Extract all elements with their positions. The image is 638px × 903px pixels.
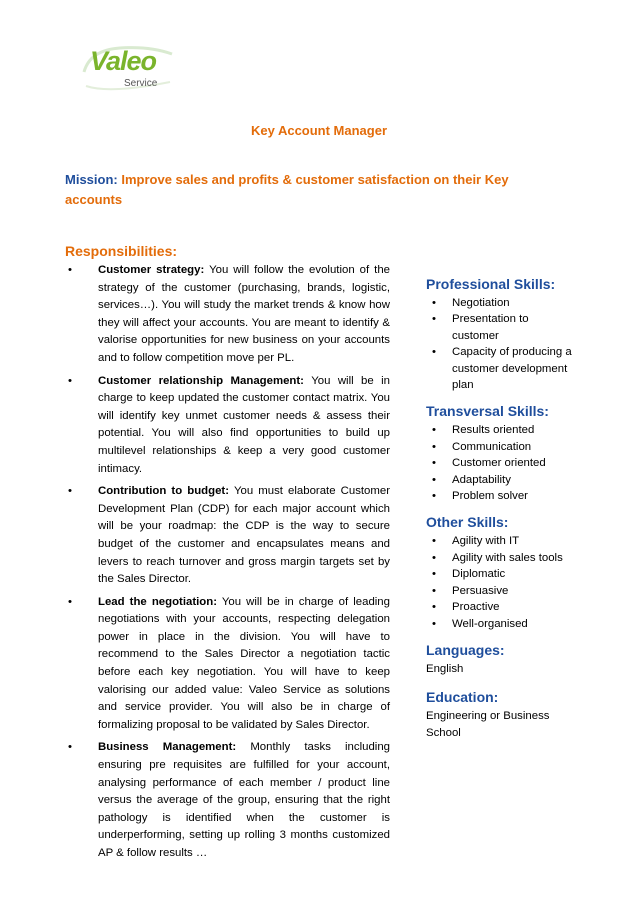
item-title: Business Management: <box>98 741 237 754</box>
mission-label: Mission: <box>65 172 118 187</box>
other-skills-heading: Other Skills: <box>426 514 509 531</box>
skill-label: Problem solver <box>452 490 528 503</box>
list-item <box>426 616 576 632</box>
mission <box>65 170 565 210</box>
bullet-icon: • <box>68 264 72 276</box>
other-skills-list <box>426 533 576 631</box>
list-item <box>426 599 576 615</box>
languages-text: English <box>426 662 464 675</box>
list-item <box>65 262 390 368</box>
list-item <box>426 455 576 471</box>
bullet-icon: • <box>432 535 436 548</box>
bullet-icon: • <box>432 473 436 486</box>
bullet-icon: • <box>432 584 436 597</box>
item-text: You will be in charge of leading negotiations with your accounts, respecting delegation power in place in the division. You will have to recommend to the Sales Director a negotiation tactic before each key negotiation. You will have to keep valorising our added value: Valeo Service as solutions and service provider. You will also be in charge of formalizing proposal to be validated by Sales Director. <box>98 595 390 731</box>
skill-label: Proactive <box>452 601 500 614</box>
responsibilities-heading: Responsibilities: <box>65 243 178 259</box>
bullet-icon: • <box>432 457 436 470</box>
item-title: Lead the negotiation: <box>98 595 217 608</box>
item-title: Customer strategy: <box>98 264 205 276</box>
list-item <box>426 488 576 504</box>
item-text: You will follow the evolution of the strategy of the customer (purchasing, brands, logistic, services…). You will study the market trends & know how they will affect your accounts. You are meant to identify & valorise opportunities for new business on your accounts and to follow competition move per PL. <box>98 264 390 364</box>
item-text: Monthly tasks including ensuring pre requisites are fulfilled for your account, analysing performance of each member / product line versus the average of the group, ensuring that the right pathology is identified when the customer is underperforming, setting up rolling 3 months customized AP & follow results … <box>98 741 390 859</box>
valeo-service-logo <box>78 40 178 98</box>
item-text: You will be in charge to keep updated the customer contact matrix. You will identify key unmet customer needs & assess their potential. You will also find opportunities to build up multilevel relationships & keep a very good customer intimacy. <box>98 374 390 475</box>
bullet-icon: • <box>68 595 72 608</box>
list-item <box>426 344 576 393</box>
list-item <box>426 311 576 344</box>
transversal-skills-list <box>426 422 576 504</box>
transversal-skills-heading: Transversal Skills: <box>426 403 549 420</box>
bullet-icon: • <box>432 440 436 453</box>
bullet-icon: • <box>432 601 436 614</box>
item-title: Contribution to budget: <box>98 485 230 498</box>
education-text: Engineering or Business School <box>426 710 550 739</box>
logo-brand: Valeo <box>90 46 157 76</box>
skill-label: Presentation to customer <box>452 313 529 342</box>
item-text: You must elaborate Customer Development Plan (CDP) for each major account which will be your roadmap: the CDP is the way to secure budget of the customer and encapsulates means and levers to reach turnover and gross margin targets set by the Sales Director. <box>98 485 391 586</box>
logo-sub: Service <box>124 78 158 89</box>
bullet-icon: • <box>68 485 72 498</box>
page-title: Key Account Manager <box>250 123 388 138</box>
responsibilities-list <box>65 262 390 868</box>
languages-heading: Languages: <box>426 641 505 658</box>
list-item <box>426 583 576 599</box>
skills-column <box>426 276 576 753</box>
bullet-icon: • <box>432 490 436 503</box>
list-item <box>65 739 390 862</box>
bullet-icon: • <box>432 617 436 630</box>
professional-skills-list <box>426 295 576 393</box>
skill-label: Well-organised <box>452 617 528 630</box>
bullet-icon: • <box>432 346 436 359</box>
mission-text: Improve sales and profits & customer satisfaction on their Key accounts <box>65 172 509 207</box>
list-item <box>65 483 390 589</box>
list-item <box>426 439 576 455</box>
list-item <box>426 566 576 582</box>
skill-label: Adaptability <box>452 473 511 486</box>
professional-skills-heading: Professional Skills: <box>426 276 556 292</box>
bullet-icon: • <box>432 313 436 326</box>
skill-label: Capacity of producing a customer development plan <box>452 346 572 392</box>
list-item <box>426 295 576 311</box>
skill-label: Diplomatic <box>452 568 506 581</box>
list-item <box>426 533 576 549</box>
list-item <box>65 594 390 735</box>
bullet-icon: • <box>432 424 436 437</box>
skill-label: Results oriented <box>452 424 535 437</box>
bullet-icon: • <box>432 551 436 564</box>
bullet-icon: • <box>68 741 72 754</box>
bullet-icon: • <box>68 374 72 387</box>
skill-label: Agility with IT <box>452 535 520 548</box>
bullet-icon: • <box>432 297 436 309</box>
skill-label: Customer oriented <box>452 457 546 470</box>
list-item <box>65 373 390 479</box>
skill-label: Communication <box>452 440 532 453</box>
list-item <box>426 422 576 438</box>
list-item <box>426 550 576 566</box>
skill-label: Agility with sales tools <box>452 551 563 564</box>
education-heading: Education: <box>426 689 499 706</box>
list-item <box>426 472 576 488</box>
item-title: Customer relationship Management: <box>98 374 304 387</box>
bullet-icon: • <box>432 568 436 581</box>
skill-label: Persuasive <box>452 584 509 597</box>
skill-label: Negotiation <box>452 297 510 309</box>
